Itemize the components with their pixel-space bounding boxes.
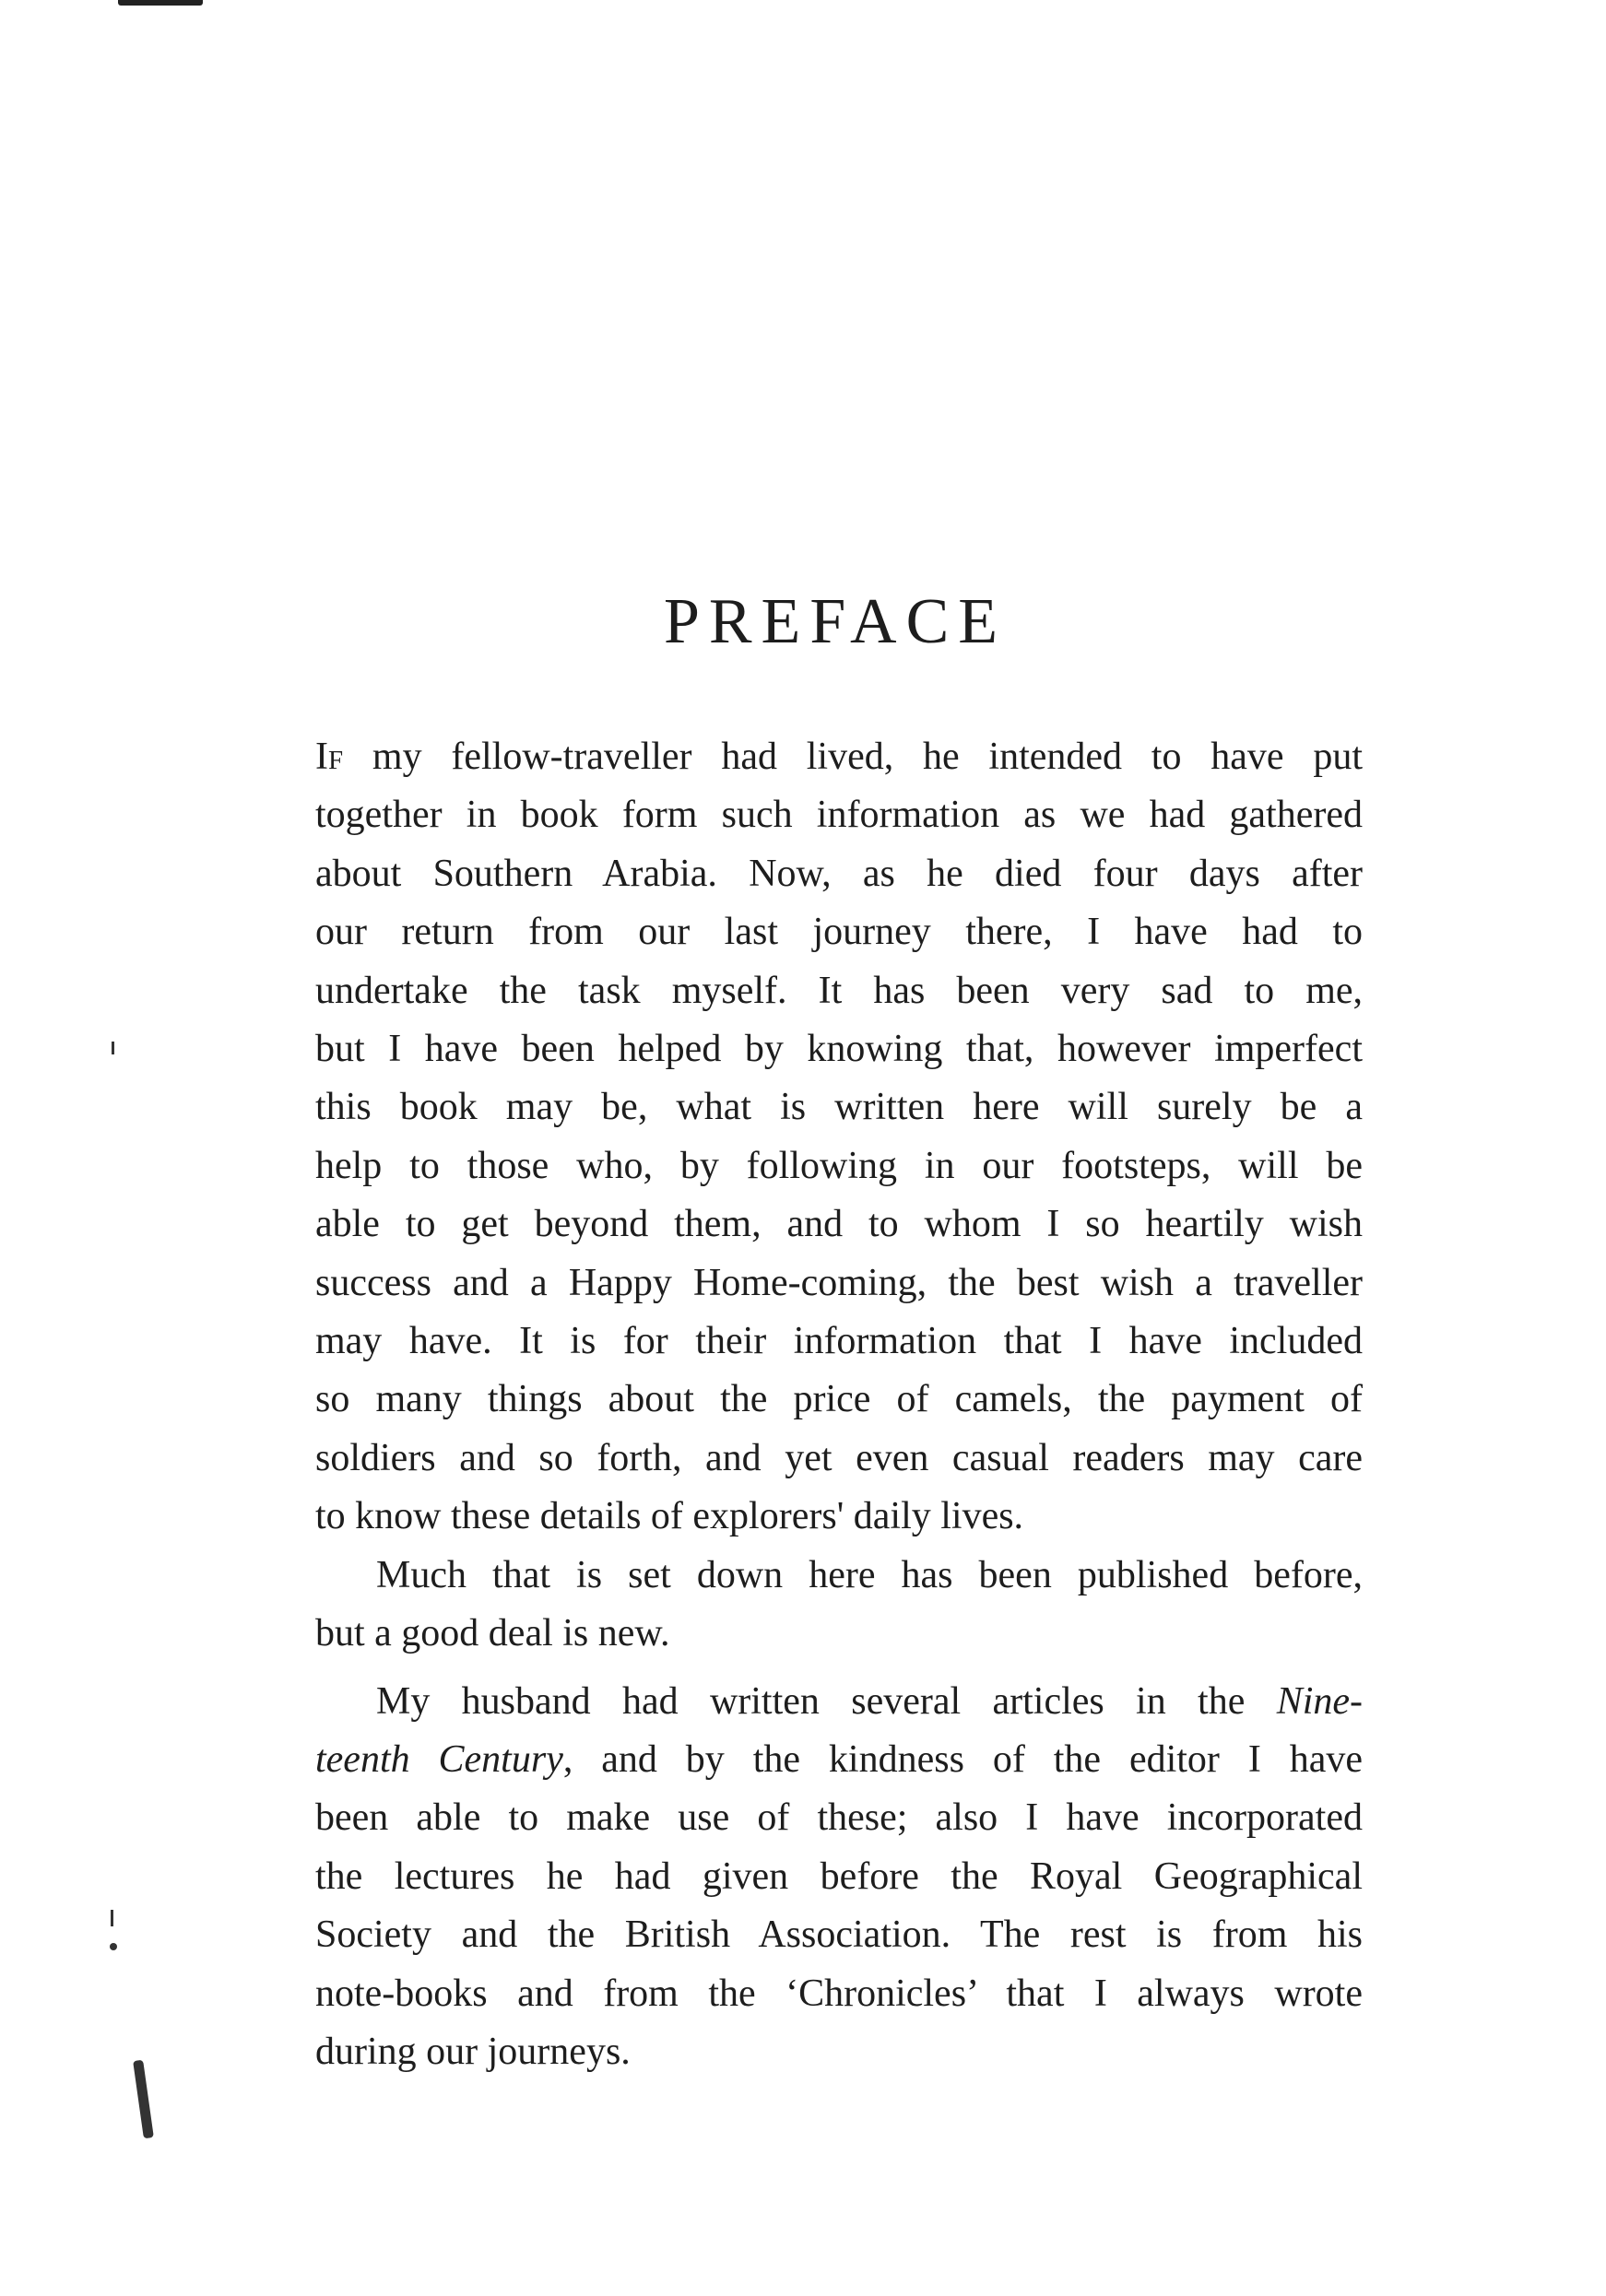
text-line: help to those who, by following in our footsteps, will be (315, 1144, 1363, 1187)
preface-body (315, 728, 1363, 2081)
italic-title-part: Nine- (1276, 1679, 1363, 1723)
italic-title-part: teenth Century (315, 1737, 563, 1781)
text-line: to know these details of explorers' daily lives. (315, 1495, 1024, 1538)
text-segment: My husband had written several articles in the (376, 1679, 1277, 1723)
drop-word: If (315, 736, 344, 778)
text-line: Much that is set down here has been published before, (376, 1553, 1363, 1596)
text-line: the lectures he had given before the Royal Geographical (315, 1854, 1363, 1898)
scan-speck (133, 2060, 154, 2139)
text-line (315, 1731, 1363, 1789)
text-line: our return from our last journey there, I have had to (315, 911, 1363, 954)
text-line: undertake the task myself. It has been very sad to me, (315, 969, 1363, 1012)
text-line: about Southern Arabia. Now, as he died four days after (315, 852, 1363, 895)
text-line: together in book form such information as we had gathered (315, 794, 1363, 837)
text-line: during our journeys. (315, 2030, 631, 2073)
scan-speck (112, 1042, 114, 1054)
text-line: success and a Happy Home-coming, the best wish a traveller (315, 1261, 1363, 1304)
paragraph-3 (315, 1673, 1363, 2082)
page-title: PREFACE (663, 585, 1008, 657)
paragraph-1 (315, 728, 1363, 1547)
scan-speck (111, 1910, 113, 1926)
top-rule (118, 0, 203, 6)
paragraph-2 (315, 1547, 1363, 1664)
text-line: been able to make use of these; also I have incorporated (315, 1796, 1363, 1840)
text-line: note-books and from the ‘Chronicles’ that I always wrote (315, 1972, 1363, 2015)
text-line: soldiers and so forth, and yet even casual readers may care (315, 1436, 1363, 1479)
text-line: Society and the British Association. The rest is from his (315, 1913, 1363, 1957)
text-line: but a good deal is new. (315, 1612, 670, 1655)
text-line: so many things about the price of camels, the payment of (315, 1378, 1363, 1421)
text-line: may have. It is for their information that I have included (315, 1320, 1363, 1363)
text-line: able to get beyond them, and to whom I so heartily wish (315, 1203, 1363, 1246)
text-line-rest: my fellow-traveller had lived, he intended to have put (343, 736, 1363, 778)
text-segment: , and by the kindness of the editor I have (562, 1737, 1363, 1781)
text-line: but I have been helped by knowing that, however imperfect (315, 1028, 1363, 1071)
text-line: this book may be, what is written here will surely be a (315, 1086, 1363, 1129)
scan-speck (110, 1943, 117, 1950)
text-line (315, 728, 1363, 786)
text-line (315, 1673, 1363, 1731)
